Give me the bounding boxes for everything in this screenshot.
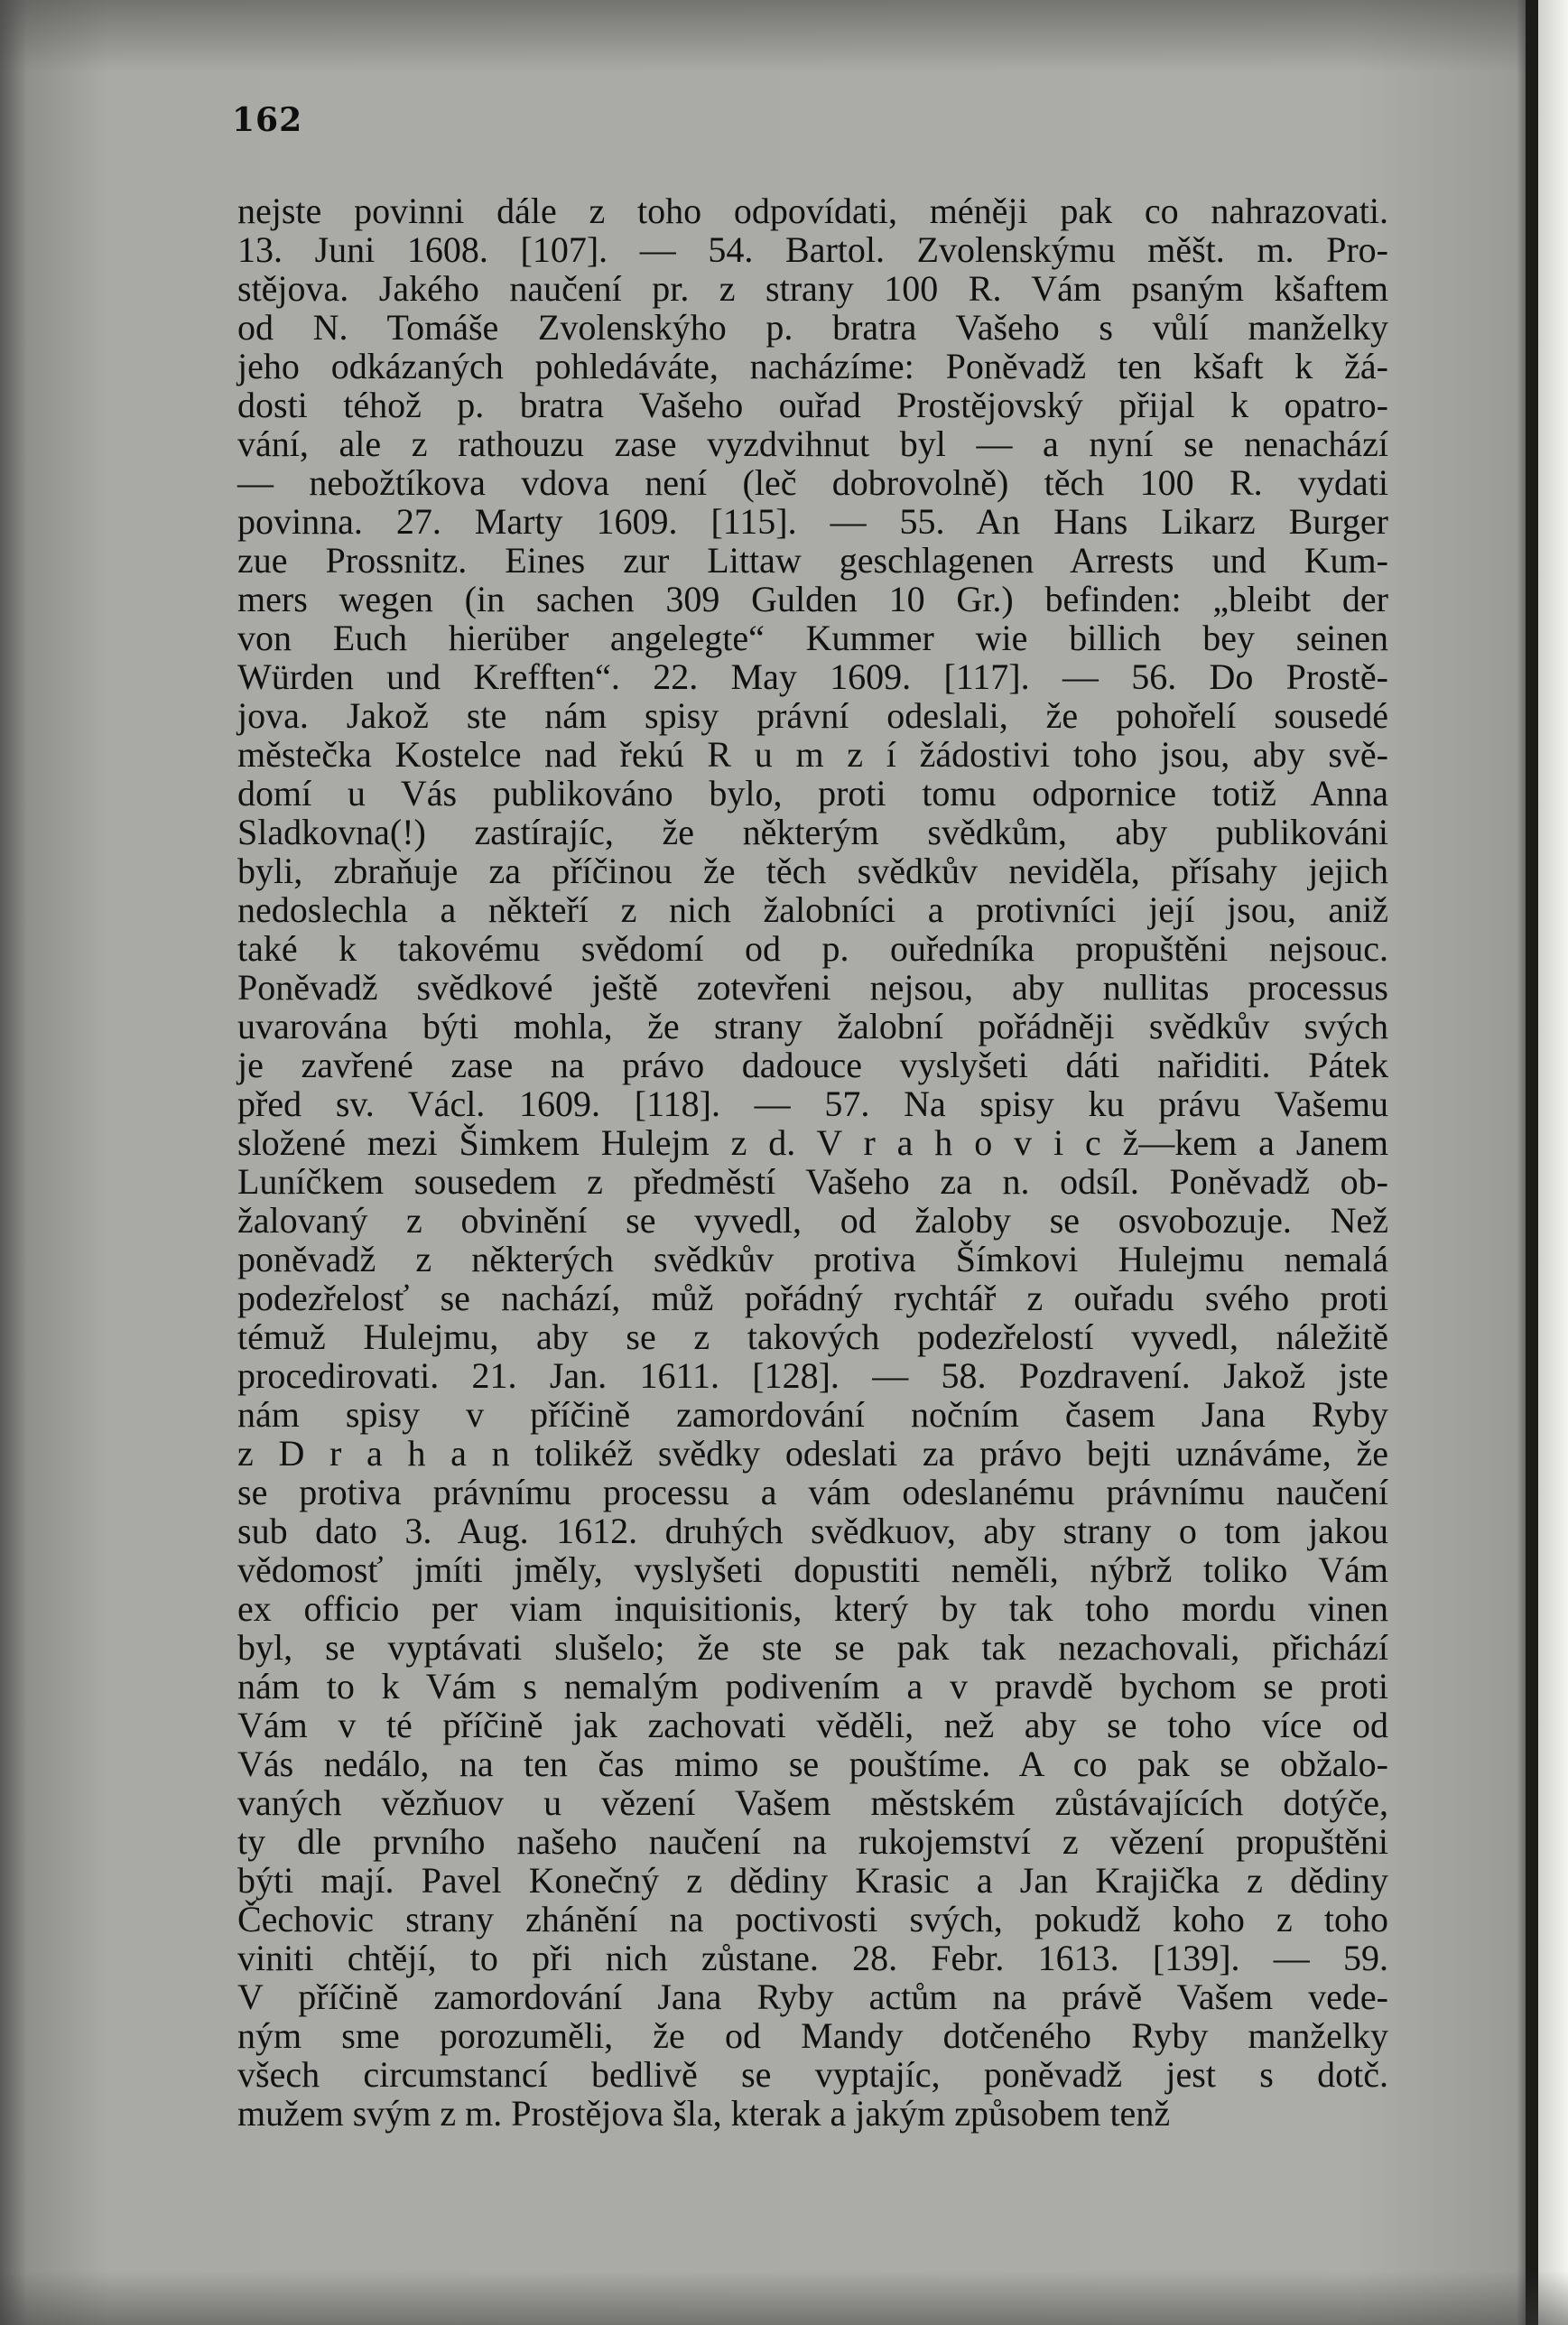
- text-line: městečka Kostelce nad řekú R u m z í žádostivi toho jsou, aby svě-: [237, 734, 1388, 775]
- text-line: z D r a h a n tolikéž svědky odeslati za právo bejti uznáváme, že: [237, 1433, 1388, 1474]
- text-line: nám to k Vám s nemalým podivením a v pravdě bychom se proti: [237, 1666, 1388, 1707]
- text-line: mers wegen (in sachen 309 Gulden 10 Gr.) befinden: „bleibt der: [237, 579, 1388, 619]
- text-line: viniti chtějí, to při nich zůstane. 28. Febr. 1613. [139]. — 59.: [237, 1938, 1388, 1978]
- text-line: Sladkovna(!) zastírajíc, že některým svědkům, aby publikováni: [237, 812, 1388, 852]
- next-page-edge: [1538, 0, 1568, 2325]
- text-line: 13. Juni 1608. [107]. — 54. Bartol. Zvolenskýmu měšt. m. Pro-: [237, 229, 1388, 270]
- text-line: Poněvadž svědkové ještě zotevřeni nejsou, aby nullitas processus: [237, 967, 1388, 1008]
- text-line: je zavřené zase na právo dadouce vyslyšeti dáti nařiditi. Pátek: [237, 1045, 1388, 1085]
- text-line: domí u Vás publikováno bylo, proti tomu odpornice totiž Anna: [237, 773, 1388, 814]
- text-line: procedirovati. 21. Jan. 1611. [128]. — 58. Pozdravení. Jakož jste: [237, 1355, 1388, 1396]
- text-line: před sv. Václ. 1609. [118]. — 57. Na spisy ku právu Vašemu: [237, 1083, 1388, 1124]
- text-line: byl, se vyptávati slušelo; že ste se pak tak nezachovali, přichází: [237, 1627, 1388, 1668]
- text-line: se protiva právnímu processu a vám odeslanému právnímu naučení: [237, 1472, 1388, 1512]
- page-edge-shadow: [1526, 0, 1538, 2325]
- text-line: sub dato 3. Aug. 1612. druhých svědkuov, aby strany o tom jakou: [237, 1511, 1388, 1551]
- text-line: všech circumstancí bedlivě se vyptajíc, poněvadž jest s dotč.: [237, 2054, 1388, 2095]
- text-line: Würden und Krefften“. 22. May 1609. [117]. — 56. Do Prostě-: [237, 656, 1388, 697]
- text-line: Luníčkem sousedem z předměstí Vašeho za n. odsíl. Poněvadž ob-: [237, 1161, 1388, 1202]
- text-line: Vás nedálo, na ten čas mimo se pouštíme. A co pak se obžalo-: [237, 1744, 1388, 1784]
- text-line: složené mezi Šimkem Hulejm z d. V r a h o v i c ž—kem a Janem: [237, 1122, 1388, 1163]
- text-line: také k takovému svědomí od p. ouředníka propuštěni nejsouc.: [237, 928, 1388, 969]
- text-line: von Euch hierüber angelegte“ Kummer wie billich bey seinen: [237, 618, 1388, 658]
- page-number: 162: [232, 101, 303, 139]
- text-line: od N. Tomáše Zvolenskýho p. bratra Vašeho s vůlí manželky: [237, 307, 1388, 348]
- text-line: stějova. Jakého naučení pr. z strany 100 R. Vám psaným kšaftem: [237, 268, 1388, 309]
- text-line: V příčině zamordování Jana Ryby actům na právě Vašem vede-: [237, 1976, 1388, 2017]
- text-line: — nebožtíkova vdova není (leč dobrovolně) těch 100 R. vydati: [237, 462, 1388, 503]
- text-line: vaných vězňuov u vězení Vašem městském zůstávajících dotýče,: [237, 1782, 1388, 1823]
- text-line: zue Prossnitz. Eines zur Littaw geschlagenen Arrests und Kum-: [237, 540, 1388, 581]
- text-line: byli, zbraňuje za příčinou že těch svědkův neviděla, přísahy jejich: [237, 851, 1388, 891]
- text-line: vání, ale z rathouzu zase vyzdvihnut byl — a nyní se nenachází: [237, 423, 1388, 464]
- text-line: ex officio per viam inquisitionis, který by tak toho mordu vinen: [237, 1588, 1388, 1629]
- text-line: dosti téhož p. bratra Vašeho ouřad Prostějovský přijal k opatro-: [237, 385, 1388, 425]
- text-line: nedoslechla a někteří z nich žalobníci a protivníci její jsou, aniž: [237, 889, 1388, 930]
- text-line: žalovaný z obvinění se vyvedl, od žaloby se osvobozuje. Než: [237, 1200, 1388, 1241]
- text-line: Čechovic strany zhánění na poctivosti svých, pokudž koho z toho: [237, 1899, 1388, 1939]
- text-line: nám spisy v příčině zamordování nočním časem Jana Ryby: [237, 1394, 1388, 1435]
- text-line: ty dle prvního našeho naučení na rukojemství z vězení propuštěni: [237, 1821, 1388, 1862]
- text-line: povinna. 27. Marty 1609. [115]. — 55. An Hans Likarz Burger: [237, 501, 1388, 542]
- text-line: uvarována býti mohla, že strany žalobní pořádněji svědkův svých: [237, 1006, 1388, 1046]
- text-line: poněvadž z některých svědkův protiva Šímkovi Hulejmu nemalá: [237, 1239, 1388, 1279]
- body-text: [237, 191, 1388, 2133]
- text-line: nejste povinni dále z toho odpovídati, méněji pak co nahrazovati.: [237, 191, 1388, 231]
- text-line: podezřelosť se nachází, můž pořádný rychtář z ouřadu svého proti: [237, 1278, 1388, 1318]
- text-line: Vám v té příčině jak zachovati věděli, než aby se toho více od: [237, 1705, 1388, 1745]
- text-line: mužem svým z m. Prostějova šla, kterak a jakým způsobem tenž: [237, 2093, 1171, 2134]
- text-line: témuž Hulejmu, aby se z takových podezřelostí vyvedl, náležitě: [237, 1316, 1388, 1357]
- text-line: jova. Jakož ste nám spisy právní odeslali, že pohořelí sousedé: [237, 695, 1388, 736]
- text-line: ným sme porozuměli, že od Mandy dotčeného Ryby manželky: [237, 2015, 1388, 2056]
- text-line: jeho odkázaných pohledáváte, nacházíme: Poněvadž ten kšaft k žá-: [237, 346, 1388, 386]
- text-line: býti mají. Pavel Konečný z dědiny Krasic a Jan Krajička z dědiny: [237, 1860, 1388, 1901]
- text-line: vědomosť jmíti jměly, vyslyšeti dopustiti neměli, nýbrž toliko Vám: [237, 1549, 1388, 1590]
